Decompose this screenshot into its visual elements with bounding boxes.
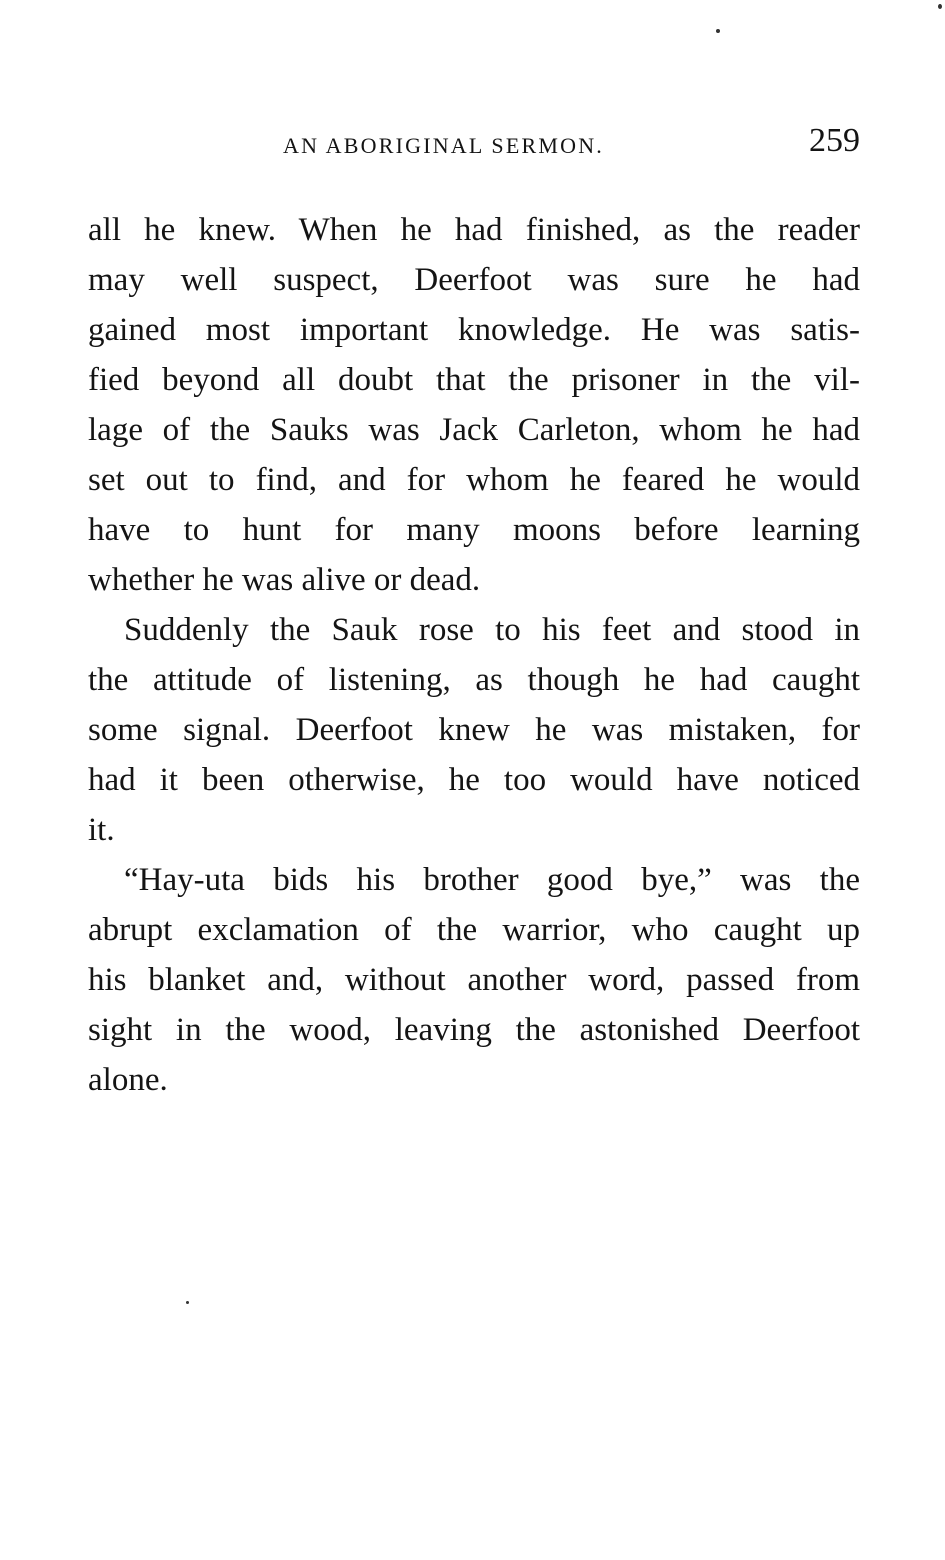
text-line: it. — [88, 812, 115, 848]
text-line: alone. — [88, 1062, 168, 1098]
text-line: have to hunt for many moons before learning — [88, 512, 860, 548]
text-line: whether he was alive or dead. — [88, 562, 481, 598]
text-line: lage of the Sauks was Jack Carleton, whom he had — [88, 412, 860, 448]
running-title: AN ABORIGINAL SERMON. — [283, 133, 605, 158]
text-line: gained most important knowledge. He was satis- — [88, 312, 860, 348]
text-line: set out to find, and for whom he feared he would — [88, 462, 860, 498]
paragraph-2 — [88, 605, 860, 855]
text-line: some signal. Deerfoot knew he was mistaken, for — [88, 712, 860, 748]
paragraph-3 — [88, 855, 860, 1105]
running-head — [88, 122, 860, 172]
text-line: Suddenly the Sauk rose to his feet and stood in — [124, 612, 860, 648]
text-line: had it been otherwise, he too would have noticed — [88, 762, 860, 798]
text-line: all he knew. When he had finished, as the reader — [88, 212, 860, 248]
text-line: the attitude of listening, as though he had caught — [88, 662, 860, 698]
scan-speck — [716, 29, 720, 33]
text-line: his blanket and, without another word, passed from — [88, 962, 860, 998]
text-line: abrupt exclamation of the warrior, who caught up — [88, 912, 860, 948]
text-line: “Hay-uta bids his brother good bye,” was the — [124, 862, 860, 898]
paragraph-1 — [88, 205, 860, 605]
text-line: fied beyond all doubt that the prisoner in the vil- — [88, 362, 860, 398]
text-line: may well suspect, Deerfoot was sure he had — [88, 262, 860, 298]
scan-speck — [938, 4, 942, 9]
scan-speck — [186, 1301, 189, 1304]
page-number: 259 — [809, 122, 860, 159]
text-line: sight in the wood, leaving the astonished Deerfoot — [88, 1012, 860, 1048]
body-text — [88, 205, 860, 1105]
